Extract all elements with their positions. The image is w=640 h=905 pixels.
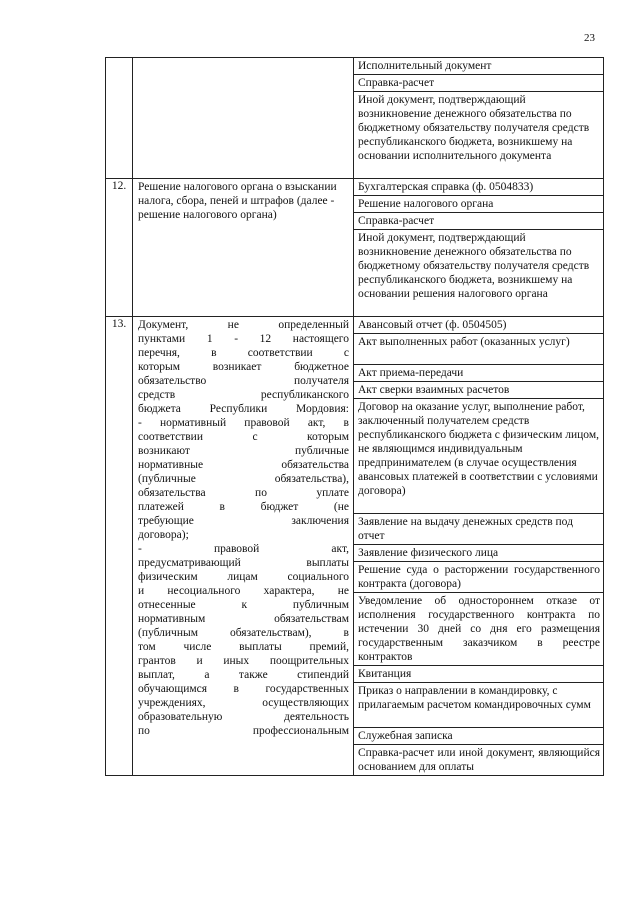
document-item: Акт сверки взаимных расчетов [354, 382, 603, 399]
document-item: Договор на оказание услуг, выполнение работ, заключенный получателем средств республиканского бюджета с физическим лицом, не являющимся индивидуальным предпринимателем (в случае осуществления авансовых платежей в соответствии с условиями договора) [354, 399, 603, 514]
description-line: договора); [138, 529, 189, 541]
description-line: перечня, в соответствии с [138, 347, 349, 359]
row-documents [354, 179, 604, 317]
description-line: учреждениях, осуществляющих [138, 697, 349, 709]
description-line: по профессиональным [138, 725, 349, 737]
document-item: Авансовый отчет (ф. 0504505) [354, 317, 603, 334]
description-line: образовательную деятельность [138, 711, 349, 723]
document-item: Служебная записка [354, 728, 603, 745]
description-line: и несоциального характера, не [138, 585, 349, 597]
description-line: соответствии с которым [138, 431, 349, 443]
description-line: платежей в бюджет (не [138, 501, 349, 513]
document-item: Уведомление об одностороннем отказе от исполнения государственного контракта по истечении 30 дней со дня его размещения государственным заказчиком в реестре контрактов [354, 593, 603, 666]
description-line: (публичные обязательства), [138, 473, 349, 485]
description-line: возникают публичные [138, 445, 349, 457]
documents-table [105, 57, 604, 776]
row-number: 12. [106, 179, 133, 317]
description-line: (публичным обязательствам), в [138, 627, 349, 639]
description-line: пунктами 1 - 12 настоящего [138, 333, 349, 345]
description-line: обязательства по уплате [138, 487, 349, 499]
row-description [133, 58, 354, 179]
description-line: физическим лицам социального [138, 571, 349, 583]
description-line: средств республиканского [138, 389, 349, 401]
document-item: Акт выполненных работ (оказанных услуг) [354, 334, 603, 365]
description-line: требующие заключения [138, 515, 349, 527]
document-item: Иной документ, подтверждающий возникновение денежного обязательства по бюджетному обязательству получателя средств республиканского бюджета, возникшему на основании исполнительного документа [358, 94, 590, 162]
description-line: отнесенные к публичным [138, 599, 349, 611]
row-documents [354, 58, 604, 179]
document-item: Решение суда о расторжении государственного контракта (договора) [354, 562, 603, 593]
description-line: обучающимся в государственных [138, 683, 349, 695]
description-line: грантов и иных поощрительных [138, 655, 349, 667]
document-item: Справка-расчет или иной документ, являющийся основанием для оплаты [358, 747, 600, 773]
document-item: Заявление на выдачу денежных средств под отчет [354, 514, 603, 545]
row-description [133, 317, 354, 776]
description-line: нормативным обязательствам [138, 613, 349, 625]
description-line: обязательство получателя [138, 375, 349, 387]
description-line: предусматривающий выплаты [138, 557, 349, 569]
document-item: Исполнительный документ [354, 58, 603, 75]
description-line: нормативные обязательства [138, 459, 349, 471]
document-item: Решение налогового органа [354, 196, 603, 213]
description-line: том числе выплаты премий, [138, 641, 349, 653]
row-description: Решение налогового органа о взыскании налога, сбора, пеней и штрафов (далее - решение налогового органа) [133, 179, 354, 317]
document-item: Справка-расчет [354, 213, 603, 230]
document-item: Квитанция [354, 666, 603, 683]
description-line: Документ, не определенный [138, 319, 349, 331]
document-item: Акт приема-передачи [354, 365, 603, 382]
document-item: Иной документ, подтверждающий возникновение денежного обязательства по бюджетному обязательству получателя средств республиканского бюджета, возникшему на основании решения налогового органа [358, 232, 590, 300]
row-number [106, 58, 133, 179]
description-line: - нормативный правовой акт, в [138, 417, 349, 429]
row-number: 13. [106, 317, 133, 776]
table-row [106, 179, 604, 317]
row-documents [354, 317, 604, 776]
page-number: 23 [584, 32, 595, 44]
table-row [106, 58, 604, 179]
table-row [106, 317, 604, 776]
description-line: выплат, а также стипендий [138, 669, 349, 681]
document-item: Заявление физического лица [354, 545, 603, 562]
document-item: Приказ о направлении в командировку, с прилагаемым расчетом командировочных сумм [354, 683, 603, 728]
description-line: которым возникает бюджетное [138, 361, 349, 373]
description-line: бюджета Республики Мордовия: [138, 403, 349, 415]
description-line: - правовой акт, [138, 543, 349, 555]
document-item: Справка-расчет [354, 75, 603, 92]
document-item: Бухгалтерская справка (ф. 0504833) [354, 179, 603, 196]
